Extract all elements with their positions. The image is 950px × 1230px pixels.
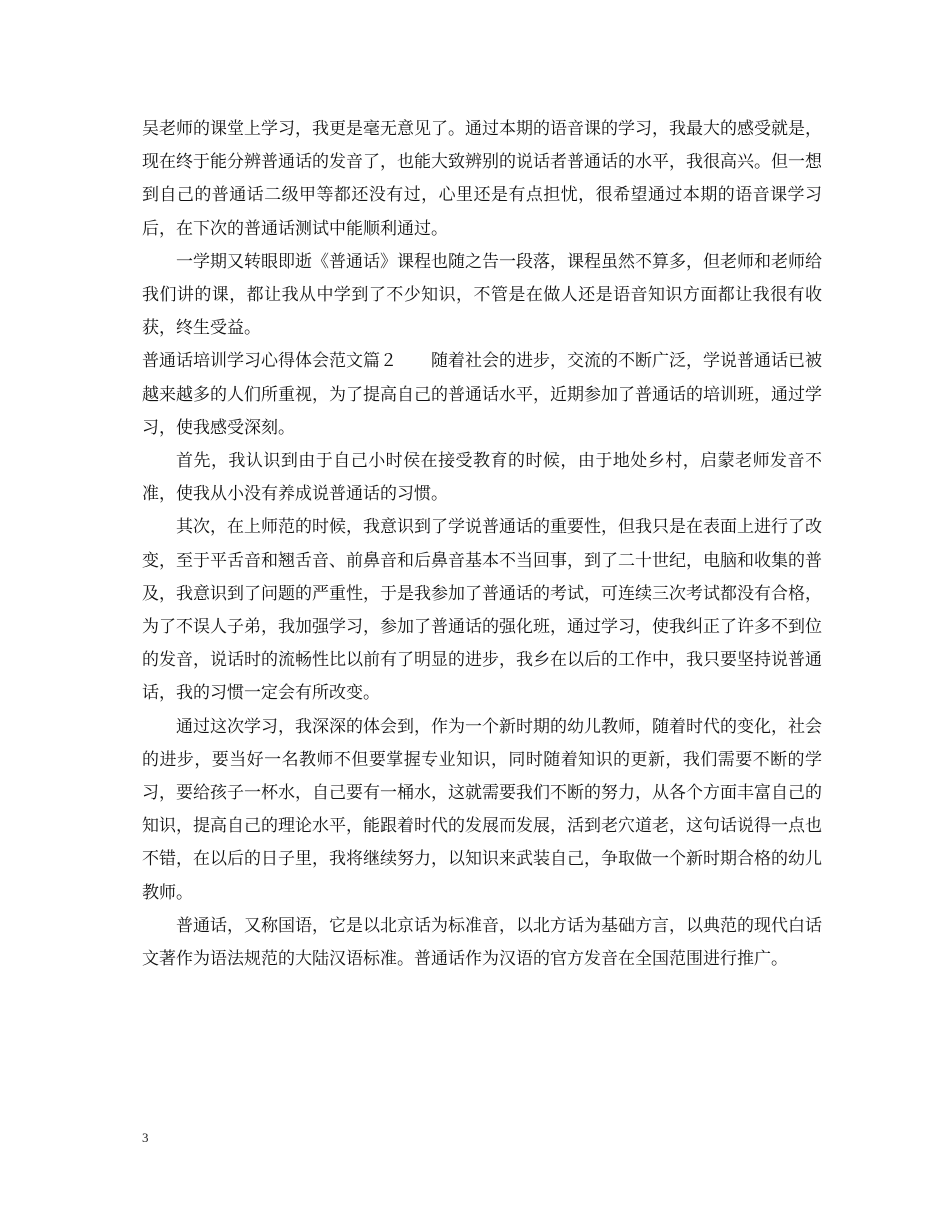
paragraph-5: 其次，在上师范的时候，我意识到了学说普通话的重要性，但我只是在表面上进行了改变，至于平舌音和翘舌音、前鼻音和后鼻音基本不当回事，到了二十世纪，电脑和收集的普及，我意识到了问题的严重性，于是我参加了普通话的考试，可连续三次考试都没有合格，为了不误人子弟，我加强学习，参加了普通话的强化班，通过学习，使我纠正了许多不到位的发音，说话时的流畅性比以前有了明显的进步，我乡在以后的工作中，我只要坚持说普通话，我的习惯一定会有所改变。	[142, 517, 822, 704]
paragraph-6: 通过这次学习，我深深的体会到，作为一个新时期的幼儿教师，随着时代的变化，社会的进步，要当好一名教师不但要掌握专业知识，同时随着知识的更新，我们需要不断的学习，要给孩子一杯水，自己要有一桶水，这就需要我们不断的努力，从各个方面丰富自己的知识，提高自己的理论水平，能跟着时代的发展而发展，活到老穴道老，这句话说得一点也不错，在以后的日子里，我将继续努力，以知识来武装自己，争取做一个新时期合格的幼儿教师。	[142, 716, 822, 903]
paragraph-7: 普通话，又称国语，它是以北京话为标准音，以北方话为基础方言，以典范的现代白话文著作为语法规范的大陆汉语标准。普通话作为汉语的官方发音在全国范围进行推广。	[142, 915, 822, 970]
page-number: 3	[142, 1130, 149, 1145]
paragraph-1: 吴老师的课堂上学习，我更是毫无意见了。通过本期的语音课的学习，我最大的感受就是，现在终于能分辨普通话的发音了，也能大致辨别的说话者普通话的水平，我很高兴。但一想到自己的普通话二级甲等都还没有过，心里还是有点担忧，很希望通过本期的语音课学习后，在下次的普通话测试中能顺利通过。	[142, 119, 822, 239]
document-body	[142, 113, 822, 976]
paragraph-4: 首先，我认识到由于自己小时侯在接受教育的时候，由于地处乡村，启蒙老师发音不准，使我从小没有养成说普通话的习惯。	[142, 451, 822, 505]
paragraph-2: 一学期又转眼即逝《普通话》课程也随之告一段落，课程虽然不算多，但老师和老师给我们讲的课，都让我从中学到了不少知识，不管是在做人还是语音知识方面都让我很有收获，终生受益。	[142, 251, 822, 339]
paragraph-3-with-heading: 普通话培训学习心得体会范文篇２ 随着社会的进步，交流的不断广泛，学说普通话已被越来越多的人们所重视，为了提高自己的普通话水平，近期参加了普通话的培训班，通过学习，使我感受深刻。	[142, 351, 822, 438]
